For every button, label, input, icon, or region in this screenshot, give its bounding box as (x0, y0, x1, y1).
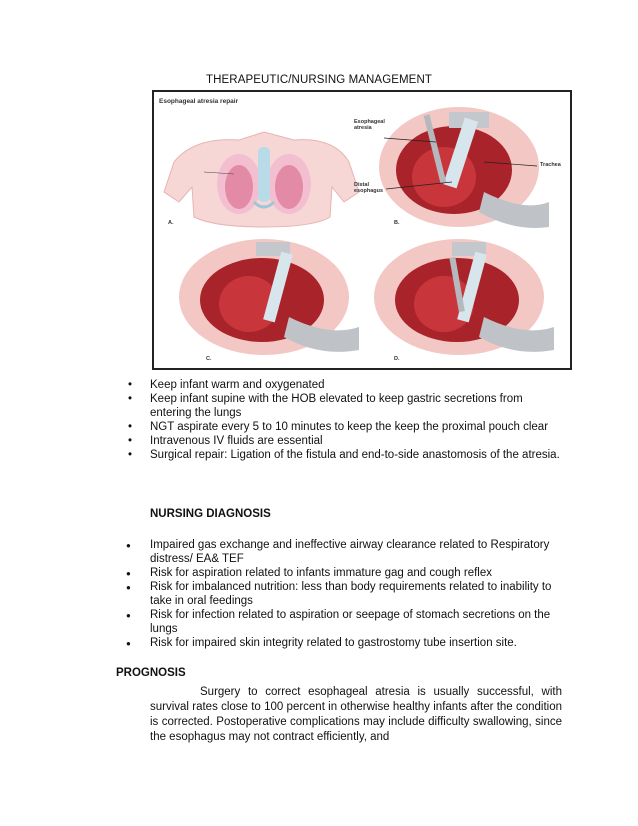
list-item: ● Risk for infection related to aspiration or seepage of stomach secretions on the lungs (120, 608, 560, 636)
page-title: THERAPEUTIC/NURSING MANAGEMENT (206, 74, 432, 86)
label-trachea: Trachea (540, 162, 561, 168)
label-c: C. (206, 356, 212, 362)
label-a: A. (168, 220, 174, 226)
panel-a-torso (164, 132, 359, 227)
list-item: • Keep infant supine with the HOB elevated to keep gastric secretions from entering the lungs (120, 392, 560, 420)
label-d: D. (394, 356, 400, 362)
figure-title: Esophageal atresia repair (159, 98, 239, 105)
surgery-illustration (154, 92, 570, 368)
list-item: • Keep infant warm and oxygenated (120, 378, 560, 392)
label-b: B. (394, 220, 400, 226)
panel-d-anastomosis (374, 239, 554, 355)
diagnosis-list (120, 538, 560, 650)
label-distal-esophagus: Distal esophagus (354, 182, 384, 194)
list-item: • NGT aspirate every 5 to 10 minutes to keep the keep the proximal pouch clear (120, 420, 560, 434)
list-item: ● Impaired gas exchange and ineffective airway clearance related to Respiratory distress/ EA& TEF (120, 538, 560, 566)
nursing-diagnosis-heading: NURSING DIAGNOSIS (150, 508, 271, 520)
list-item: • Intravenous IV fluids are essential (120, 434, 560, 448)
prognosis-heading: PROGNOSIS (116, 667, 186, 679)
surgery-figure (152, 90, 572, 370)
list-item: ● Risk for impaired skin integrity related to gastrostomy tube insertion site. (120, 636, 560, 650)
panel-b-dissection (379, 107, 549, 228)
management-list (120, 378, 560, 462)
panel-c-ligation (179, 239, 359, 355)
prognosis-paragraph: Surgery to correct esophageal atresia is usually successful, with survival rates close to 100 percent in otherwise healthy infants after the condition is corrected. Postoperative complications may include difficulty swallowing, since the esophagus may not contract efficiently, and (150, 686, 562, 743)
list-item: ● Risk for aspiration related to infants immature gag and cough reflex (120, 566, 560, 580)
list-item: • Surgical repair: Ligation of the fistula and end-to-side anastomosis of the atresia. (120, 448, 560, 462)
list-item: ● Risk for imbalanced nutrition: less than body requirements related to inability to take in oral feedings (120, 580, 560, 608)
label-esophageal-atresia: Esophageal atresia (354, 119, 385, 131)
